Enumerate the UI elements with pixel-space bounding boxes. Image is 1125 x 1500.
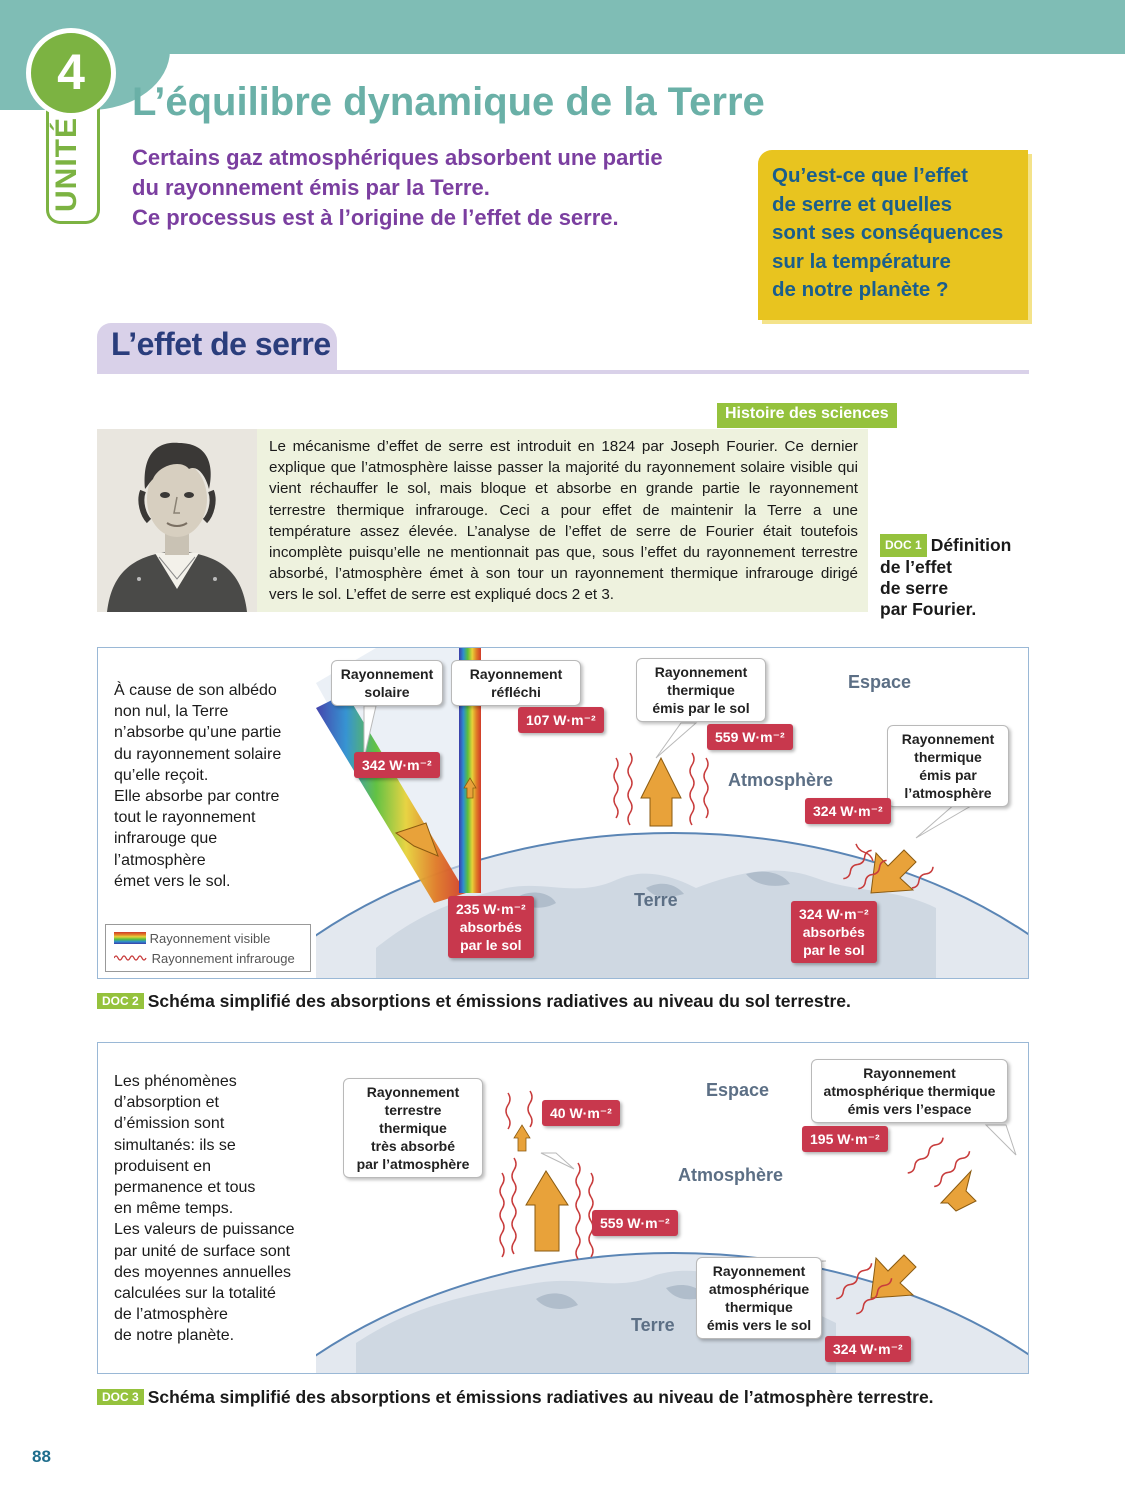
flux-ground-emit: 559 W·m⁻² (707, 724, 793, 750)
doc2-explanation: À cause de son albédo non nul, la Terre n’absorbe qu’une partie du rayonnement solaire qu’elle reçoit. Elle absorbe par contre tout le rayonnement infrarouge que l’atmosphère émet vers le sol. (114, 682, 282, 890)
doc3-caption: DOC 3 Schéma simplifié des absorptions et émissions radiatives au niveau de l’atmosphère terrestre. (97, 1387, 934, 1408)
doc1-text: Le mécanisme d’effet de serre est introduit en 1824 par Joseph Fourier. Ce dernier explique que l’atmosphère laisse passer la majorité du rayonnement solaire visible qui vient réchauffer le sol, mais bloque et absorbe en grande partie le rayonnement terrestre thermique infrarouge. Ceci a pour effet de maintenir la Terre a une température assez élevée. L’analyse de l’effet de serre de Fourier était toutefois incomplète puisqu’elle ne mentionnait pas que, sous l’effet du rayonnement terrestre absorbé, l’atmosphère émet à son tour un rayonnement thermique infrarouge dirigé vers le sol. L’effet de serre est expliqué docs 2 et 3. (257, 429, 868, 612)
zone-atmosphere-3: Atmosphère (678, 1165, 784, 1185)
flux-ground-emit-3: 559 W·m⁻² (592, 1210, 678, 1236)
history-tag: Histoire des sciences (717, 403, 897, 428)
unit-label: UNITÉ (50, 117, 83, 213)
doc1-caption: DOC 1 Définition de l’effet de serre par Fourier. (880, 535, 1012, 619)
doc2-legend (105, 924, 311, 972)
flux-escape: 40 W·m⁻² (542, 1100, 620, 1126)
bubble-to-ground: Rayonnement atmosphérique thermique émis vers le sol (696, 1257, 822, 1339)
flux-atm-emit: 324 W·m⁻² (805, 798, 891, 824)
zone-earth: Terre (634, 890, 678, 910)
page-number: 88 (32, 1447, 51, 1466)
bubble-terrestrial: Rayonnement terrestre thermique très absorbé par l’atmosphère (343, 1078, 483, 1178)
doc3-label: DOC 3 (97, 1389, 144, 1405)
doc2-label: DOC 2 (97, 993, 144, 1009)
bubble-reflected: Rayonnement réfléchi (451, 660, 581, 706)
visible-swatch-icon (114, 932, 146, 944)
fourier-portrait (97, 429, 257, 612)
doc3-explanation: Les phénomènes d’absorption et d’émission sont simultanés: ils se produisent en permanence et tous en même temps. Les valeurs de puissance par unité de surface sont des moyennes annuelles calculées sur la totalité de l’atmosphère de notre planète. (114, 1073, 295, 1345)
zone-space: Espace (848, 672, 912, 692)
intro-text: Certains gaz atmosphériques absorbent une partie du rayonnement émis par la Terre. Ce processus est à l’origine de l’effet de serre. (132, 145, 663, 230)
zone-space-3: Espace (706, 1080, 770, 1100)
bubble-thermal-ground: Rayonnement thermique émis par le sol (636, 658, 766, 722)
infrared-swatch-icon (114, 953, 148, 963)
flux-reflected: 107 W·m⁻² (518, 707, 604, 733)
bubble-solar: Rayonnement solaire (331, 660, 443, 706)
flux-to-space: 195 W·m⁻² (802, 1126, 888, 1152)
flux-solar: 342 W·m⁻² (354, 752, 440, 778)
bubble-thermal-atm: Rayonnement thermique émis par l’atmosphère (887, 725, 1009, 807)
flux-absorbed-ir: 324 W·m⁻² absorbés par le sol (791, 901, 877, 963)
page-title: L’équilibre dynamique de la Terre (132, 80, 765, 124)
section-divider (97, 370, 1029, 374)
doc3-diagram (97, 1042, 1029, 1374)
doc1-label: DOC 1 (880, 534, 927, 557)
unit-number: 4 (26, 28, 116, 118)
zone-earth-3: Terre (631, 1315, 675, 1335)
flux-absorbed-solar: 235 W·m⁻² absorbés par le sol (448, 896, 534, 958)
problem-question: Qu’est-ce que l’effet de serre et quelles sont ses conséquences sur la température de notre planète ? (758, 150, 1028, 320)
flux-to-ground: 324 W·m⁻² (825, 1336, 911, 1362)
doc2-caption: DOC 2 Schéma simplifié des absorptions et émissions radiatives au niveau du sol terrestre. (97, 991, 851, 1012)
bubble-to-space: Rayonnement atmosphérique thermique émis vers l’espace (811, 1059, 1008, 1123)
legend-infrared: Rayonnement infrarouge (114, 949, 302, 969)
section-title: L’effet de serre (111, 326, 331, 362)
legend-visible: Rayonnement visible (114, 929, 302, 949)
zone-atmosphere: Atmosphère (728, 770, 834, 790)
